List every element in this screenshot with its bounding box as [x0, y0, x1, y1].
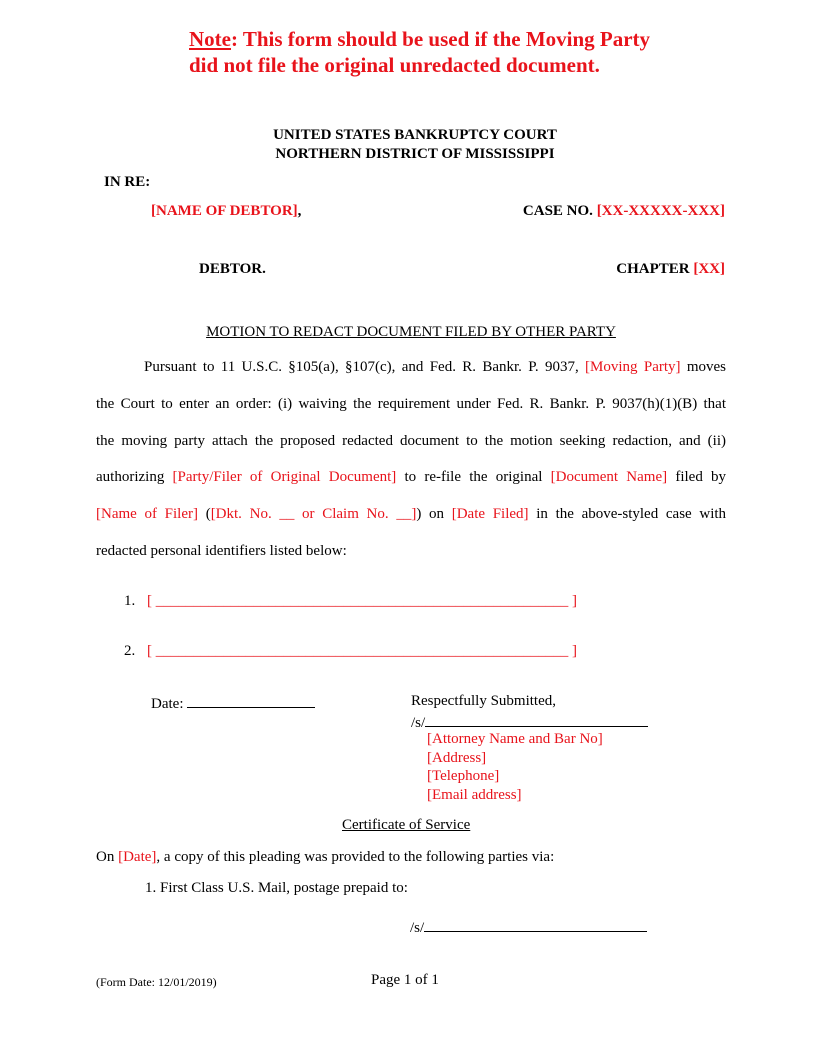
motion-title: MOTION TO REDACT DOCUMENT FILED BY OTHER PARTY: [206, 324, 616, 340]
body-line-3: the moving party attach the proposed redacted document to the motion seeking redaction, and (ii): [96, 433, 726, 449]
item-number-1: 1.: [124, 593, 136, 609]
attorney-info: [427, 730, 603, 804]
attorney-name: [Attorney Name and Bar No]: [427, 731, 603, 747]
case-number: CASE NO. [XX-XXXXX-XXX]: [522, 203, 725, 219]
item-blank-1: [ _______________________________________________________ ]: [147, 593, 577, 609]
item-number-2: 2.: [124, 643, 136, 659]
chapter: CHAPTER [XX]: [616, 261, 725, 277]
body-line-4: authorizing [Party/Filer of Original Document] to re-file the original [Document Name] filed by: [96, 469, 727, 485]
body-line-5: [Name of Filer] ([Dkt. No. __ or Claim No. __]) on [Date Filed] in the above-styled case with: [96, 506, 727, 522]
form-date: (Form Date: 12/01/2019): [96, 975, 217, 989]
date-field: Date:: [151, 693, 315, 713]
note-label: Note: [189, 27, 231, 51]
debtor-name: [NAME OF DEBTOR],: [151, 203, 302, 219]
form-note: [189, 26, 650, 78]
item-blank-2: [ _______________________________________________________ ]: [147, 643, 577, 659]
service-method: 1. First Class U.S. Mail, postage prepaid to:: [145, 880, 408, 896]
note-line-2: did not file the original unredacted document.: [189, 53, 600, 77]
page-number: Page 1 of 1: [371, 972, 439, 988]
body-line-1: Pursuant to 11 U.S.C. §105(a), §107(c), and Fed. R. Bankr. P. 9037, [Moving Party] moves: [144, 359, 727, 375]
body-line-2: the Court to enter an order: (i) waiving the requirement under Fed. R. Bankr. P. 9037(h)(1)(B) that: [96, 396, 726, 412]
in-re-label: IN RE:: [104, 174, 151, 190]
debtor-label: DEBTOR.: [199, 261, 266, 277]
court-district: NORTHERN DISTRICT OF MISSISSIPPI: [275, 146, 555, 162]
attorney-email: [Email address]: [427, 786, 522, 803]
note-line-1: Note: This form should be used if the Moving Party: [189, 27, 651, 51]
body-line-6: redacted personal identifiers listed below:: [96, 543, 347, 559]
date-line: [187, 693, 315, 708]
attorney-signature: /s/: [411, 712, 648, 732]
certificate-signature-line: [424, 917, 647, 932]
attorney-telephone: [Telephone]: [427, 768, 500, 784]
certificate-text: On [Date], a copy of this pleading was provided to the following parties via:: [96, 849, 555, 865]
certificate-signature: /s/: [410, 917, 647, 937]
attorney-address: [Address]: [427, 749, 487, 766]
court-heading: [0, 126, 816, 164]
signature-line: [425, 712, 648, 727]
court-name: UNITED STATES BANKRUPTCY COURT: [273, 127, 557, 143]
certificate-title: Certificate of Service: [342, 817, 471, 833]
respectfully-submitted: Respectfully Submitted,: [411, 693, 556, 709]
